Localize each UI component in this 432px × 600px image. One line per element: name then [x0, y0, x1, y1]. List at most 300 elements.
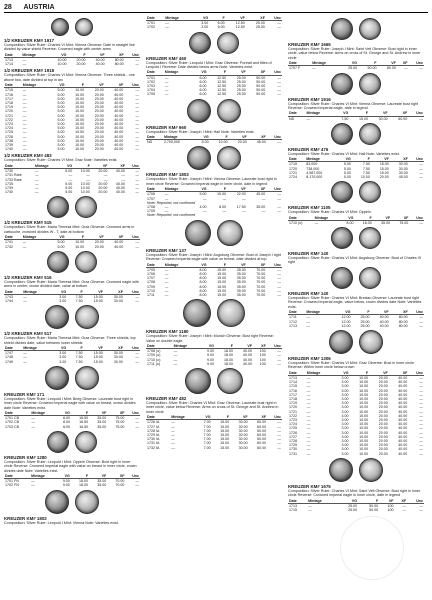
column-header: XF: [247, 187, 267, 192]
country-title: AUSTRIA: [23, 4, 55, 11]
table-cell: 3.00: [341, 380, 349, 385]
table-row: [146, 25, 282, 29]
table-cell: 3.00: [341, 447, 349, 452]
entry-title: 1/2 KREUZER KM# 1917: [4, 38, 55, 43]
column-header: VF: [369, 111, 389, 116]
table-cell: 18.00: [223, 357, 233, 362]
table-cell: —: [164, 205, 169, 210]
table-cell: 1723: [289, 417, 297, 422]
table-cell: —: [306, 451, 311, 456]
entry-title: KREUZER KM# 171: [4, 391, 45, 397]
entry-description: Composition: Silver Ruler: Maria Theresa Mint: Graz Obverse: Three shields, top shield divides date, value between lower shields: [4, 336, 136, 345]
table-cell: 35.00: [236, 284, 246, 289]
table-cell: —: [242, 209, 246, 214]
catalog-entry: [288, 97, 424, 121]
table-cell: 7.00: [203, 445, 211, 450]
table-cell: 1705: [147, 267, 155, 272]
table-cell: 10.00: [359, 438, 369, 443]
column-header: Unc: [408, 61, 424, 66]
table-cell: —: [135, 173, 139, 178]
table-cell: 40.00: [398, 422, 408, 427]
coin-reverse-image: [217, 32, 239, 54]
table-cell: 20.00: [378, 388, 388, 393]
coin-reverse-image: [359, 267, 381, 289]
table-cell: 20.00: [378, 417, 388, 422]
table-cell: 20.00: [94, 147, 104, 152]
column-header: VG: [193, 16, 209, 21]
table-cell: 50.00: [256, 84, 266, 89]
column-header: VF: [369, 371, 389, 376]
coin-photos: [4, 18, 140, 36]
price-table: [4, 411, 140, 429]
table-cell: 7.50: [75, 359, 83, 364]
table-cell: —: [164, 88, 169, 93]
table-cell: 12.50: [217, 88, 227, 93]
table-cell: 10.00: [359, 447, 369, 452]
price-table: [146, 415, 282, 450]
catalog-entry: [288, 147, 424, 179]
column-header: VG: [51, 346, 67, 351]
table-cell: —: [35, 185, 39, 190]
table-cell: —: [22, 244, 27, 249]
catalog-entry: [4, 331, 140, 364]
table-cell: 5.00: [57, 122, 65, 127]
table-cell: —: [135, 122, 139, 127]
table-cell: 1717: [289, 392, 297, 397]
column-header: VG: [56, 411, 71, 416]
coin-photos: [288, 227, 424, 249]
table-cell: —: [277, 140, 281, 145]
coin-reverse-image: [217, 220, 243, 246]
table-cell: —: [22, 240, 27, 245]
coin-photos: [288, 123, 424, 145]
table-cell: 10.00: [359, 417, 369, 422]
column-header: Mintage: [311, 61, 338, 66]
table-cell: 5.00: [343, 166, 351, 171]
catalog-entry: [146, 16, 282, 30]
table-cell: 20.00: [378, 443, 388, 448]
table-row: [146, 362, 282, 366]
table-cell: —: [277, 79, 281, 84]
table-cell: 30.00: [238, 424, 248, 429]
column-header: Date: [288, 216, 314, 221]
table-cell: 15.00: [220, 441, 230, 446]
table-cell: 20.00: [98, 169, 108, 174]
table-cell: 5.00: [57, 143, 65, 148]
entry-title: KREUZER KM# 140: [288, 251, 329, 257]
table-cell: 35.00: [97, 424, 107, 429]
table-cell: 20.00: [378, 426, 388, 431]
coin-obverse-image: [331, 267, 353, 289]
entry-description: Composition: Silver Ruler: Leopold I Mint: Oppeln Obverse: Bust right in inner circle Reverse: Crowned imperial eagle with value on breast in inner circle, crown divides date Note: Varieties exist.: [4, 459, 137, 473]
column-header: F: [212, 415, 231, 420]
column-header: Date: [4, 53, 21, 58]
table-cell: —: [164, 75, 169, 80]
table-cell: 40.00: [398, 396, 408, 401]
table-cell: 20.00: [378, 401, 388, 406]
table-cell: 1702 CB: [5, 420, 19, 425]
table-cell: 18.00: [223, 349, 233, 354]
table-cell: 1740: [5, 147, 13, 152]
table-cell: 20.00: [94, 244, 104, 249]
column-header: VF: [229, 135, 248, 140]
table-cell: 1711 (o): [147, 361, 161, 366]
table-cell: 35.00: [381, 220, 391, 225]
column-header: Unc: [409, 216, 424, 221]
table-cell: 20.00: [94, 134, 104, 139]
table-cell: 1726 IA: [147, 420, 160, 425]
table-cell: 25.00: [348, 508, 358, 513]
table-cell: 40.00: [398, 413, 408, 418]
table-cell: 40.00: [242, 357, 252, 362]
table-cell: ND: [289, 116, 295, 121]
table-cell: 3.00: [59, 355, 67, 360]
price-table: [4, 164, 140, 194]
table-cell: —: [135, 130, 139, 135]
table-cell: —: [242, 196, 246, 201]
coin-reverse-image: [217, 99, 241, 123]
table-cell: —: [135, 244, 139, 249]
coin-photos: [146, 220, 282, 246]
table-cell: —: [277, 209, 281, 214]
column-header: Date: [288, 371, 306, 376]
column-header: VF: [84, 290, 104, 295]
column-header: VF: [371, 157, 390, 162]
table-cell: —: [135, 351, 139, 356]
table-cell: —: [306, 413, 311, 418]
column-header: VF: [89, 411, 107, 416]
table-cell: 5.00: [57, 96, 65, 101]
table-cell: —: [165, 21, 169, 26]
table-cell: 1707 F: [289, 66, 301, 71]
table-cell: 10.00: [359, 413, 369, 418]
table-cell: —: [22, 58, 26, 63]
column-header: XF: [108, 164, 126, 169]
table-cell: 16.50: [79, 416, 89, 421]
table-cell: 50.00: [256, 75, 266, 80]
entry-description: Composition: Silver Ruler: Charles VI Mint: Graz Note: Varieties exist.: [4, 158, 118, 163]
table-cell: —: [173, 361, 178, 366]
table-cell: 20.00: [94, 130, 104, 135]
table-cell: 45.00: [256, 140, 266, 145]
table-cell: 40.00: [95, 58, 105, 63]
table-cell: 20.00: [378, 430, 388, 435]
table-cell: 1701: [147, 75, 155, 80]
table-cell: —: [277, 75, 281, 80]
table-cell: —: [277, 84, 281, 89]
table-cell: 5.00: [57, 130, 65, 135]
entry-description: Composition: Silver Ruler: Maria Theresa Mint: Graz Obverse: Crowned eagle with arms in center, crown divided date, value at bottom: [4, 279, 139, 289]
table-cell: 40.00: [115, 185, 125, 190]
catalog-entry: [288, 291, 424, 328]
catalog-entry: [146, 248, 282, 297]
table-cell: 20.00: [237, 140, 247, 145]
table-cell: 1738: [5, 138, 13, 143]
table-cell: 35.00: [236, 280, 246, 285]
table-cell: 15.00: [220, 437, 230, 442]
coin-photos: [146, 368, 282, 394]
table-cell: 10.00: [360, 175, 370, 180]
table-cell: —: [306, 323, 310, 328]
column-header: Unc: [407, 499, 424, 504]
table-cell: —: [135, 181, 139, 186]
column-header: XF: [389, 371, 409, 376]
table-cell: —: [419, 375, 423, 380]
table-cell: 3.00: [59, 359, 67, 364]
table-cell: —: [135, 138, 139, 143]
column-header: Unc: [409, 157, 424, 162]
table-note: Note: Reported, not confirmed: [147, 200, 196, 205]
table-cell: 7.00: [203, 424, 211, 429]
table-cell: 20.00: [94, 240, 104, 245]
table-cell: 60.00: [398, 116, 408, 121]
table-cell: 1730: [289, 447, 297, 452]
table-cell: 45.00: [398, 175, 408, 180]
column-header: Unc: [408, 371, 424, 376]
table-cell: 50.00: [367, 66, 377, 71]
column-header: Date: [288, 61, 311, 66]
table-cell: 1720: [289, 166, 297, 171]
catalog-entry: [4, 38, 140, 66]
table-cell: 12.00: [341, 315, 351, 320]
table-cell: 3.00: [341, 430, 349, 435]
table-cell: 7.50: [341, 116, 349, 121]
table-cell: 80.00: [398, 323, 408, 328]
table-cell: 1733 Rare: [5, 177, 22, 182]
coin-obverse-image: [189, 32, 211, 54]
table-cell: 6.00: [199, 88, 207, 93]
table-cell: —: [306, 426, 311, 431]
coin-photos: [288, 73, 424, 95]
price-table: [4, 235, 140, 249]
column-header: Date: [146, 344, 173, 349]
table-cell: 30.00: [113, 294, 123, 299]
table-cell: —: [86, 177, 90, 182]
table-cell: 8.00: [62, 416, 70, 421]
table-cell: 10.00: [218, 140, 228, 145]
column-header: F: [215, 344, 234, 349]
table-cell: 1721: [289, 170, 297, 175]
table-cell: 1721: [5, 113, 13, 118]
table-cell: —: [277, 420, 281, 425]
table-cell: 1715: [5, 88, 13, 93]
column-header: Mintage: [305, 111, 333, 116]
table-cell: 60.00: [257, 420, 267, 425]
table-cell: —: [402, 508, 407, 513]
table-cell: 4,987,000: [306, 170, 323, 175]
table-cell: —: [22, 101, 27, 106]
table-cell: 1707: [147, 276, 155, 281]
table-cell: —: [23, 351, 27, 356]
table-cell: 10.00: [75, 143, 85, 148]
table-cell: —: [135, 416, 139, 421]
column-header: VG: [196, 415, 211, 420]
table-cell: —: [135, 185, 139, 190]
table-cell: —: [277, 361, 281, 366]
table-cell: —: [419, 323, 423, 328]
table-cell: 8.00: [199, 271, 207, 276]
table-cell: 1728 IA: [147, 428, 160, 433]
price-table: [288, 310, 424, 328]
column-header: Unc: [266, 187, 282, 192]
column-header: Date: [4, 346, 22, 351]
catalog-entry: [288, 42, 424, 71]
table-cell: —: [277, 445, 281, 450]
table-cell: 20.00: [76, 62, 86, 67]
table-cell: 3.00: [341, 375, 349, 380]
table-cell: 35.00: [236, 288, 246, 293]
entry-description: Composition: Silver Ruler: Joseph I Mint: Hall Note: Varieties exist.: [146, 129, 255, 134]
table-cell: 1720: [5, 109, 13, 114]
table-cell: 20.00: [98, 190, 108, 195]
table-cell: 1724: [289, 175, 297, 180]
table-cell: —: [402, 503, 407, 508]
table-cell: —: [22, 138, 27, 143]
coin-obverse-image: [51, 18, 69, 36]
table-cell: 5.00: [57, 126, 65, 131]
column-header: VG: [56, 474, 71, 479]
table-cell: 20.00: [378, 451, 388, 456]
entry-description: Composition: Silver Ruler: Charles VI Mint: Saint Veit Obverse: Bust right in inner circle Reverse: Crowned imperial eagle in inner circle, date in legend: [288, 488, 421, 498]
table-cell: 3.00: [341, 417, 349, 422]
table-cell: 1708: [147, 280, 155, 285]
table-cell: —: [306, 434, 311, 439]
table-cell: 1713: [289, 375, 297, 380]
table-cell: —: [306, 319, 310, 324]
table-cell: —: [171, 432, 175, 437]
table-cell: 738,000: [306, 166, 320, 171]
table-note: Note: Reported, not confirmed: [147, 213, 196, 218]
table-cell: —: [135, 240, 139, 245]
table-cell: 3.00: [59, 298, 67, 303]
catalog-entry: [288, 484, 424, 512]
table-cell: 17.50: [236, 205, 246, 210]
table-cell: —: [419, 426, 423, 431]
entry-description: Composition: Silver Ruler: Charles VI Mint: Breslau Obverse: Laureate bust right Reverse: Crowned imperial eagle, value below, crown divides date Note: Varieties exist.: [288, 295, 422, 309]
table-cell: 1703 CB: [5, 424, 19, 429]
table-cell: 6.00: [199, 92, 207, 97]
table-cell: 1705: [147, 92, 155, 97]
table-cell: 1726: [289, 430, 297, 435]
column-header: Mintage: [30, 411, 56, 416]
entry-description: Composition: Silver Ruler: Joseph I Mint: Saint Veit Obverse: Bust right in inner circle, value below Reverse: Arms on cross of St. George and St. Andrew in inner circle: [288, 47, 421, 60]
table-cell: 1706: [147, 271, 155, 276]
table-cell: 10.00: [359, 384, 369, 389]
column-header: VG: [50, 83, 66, 88]
table-cell: —: [135, 62, 139, 67]
column-header: Mintage: [22, 290, 50, 295]
table-cell: —: [277, 349, 281, 354]
table-cell: —: [261, 196, 266, 201]
table-cell: —: [171, 428, 175, 433]
table-cell: 3.00: [341, 396, 349, 401]
table-cell: 40.00: [115, 169, 125, 174]
catalog-entry: [288, 251, 424, 265]
table-cell: —: [103, 173, 108, 178]
table-cell: —: [35, 173, 39, 178]
table-cell: —: [306, 422, 311, 427]
table-cell: 9.00: [206, 353, 214, 358]
table-cell: 40.00: [398, 405, 408, 410]
table-cell: 12.50: [217, 92, 227, 97]
table-cell: 40.00: [379, 323, 389, 328]
table-cell: 40.00: [114, 130, 124, 135]
table-cell: —: [173, 353, 178, 358]
table-cell: 15.00: [379, 166, 389, 171]
table-cell: 1719: [289, 162, 297, 167]
table-cell: 1712: [289, 319, 297, 324]
table-cell: 6.00: [199, 79, 207, 84]
table-cell: 1729 IA: [147, 432, 160, 437]
table-cell: 40.00: [398, 443, 408, 448]
column-header: VF: [89, 474, 107, 479]
table-cell: 16.50: [79, 424, 89, 429]
column-header: XF: [390, 310, 409, 315]
column-header: Mintage: [170, 415, 196, 420]
table-cell: —: [277, 196, 281, 201]
table-cell: 40.00: [398, 380, 408, 385]
table-cell: 8.00: [199, 276, 207, 281]
table-cell: 8.00: [346, 220, 354, 225]
table-cell: 3.00: [341, 409, 349, 414]
table-cell: 8.00: [62, 420, 70, 425]
table-cell: 10.00: [80, 190, 90, 195]
table-cell: 20.00: [378, 409, 388, 414]
table-cell: —: [419, 319, 423, 324]
column-header: XF: [248, 135, 267, 140]
table-cell: 30.00: [398, 170, 408, 175]
entry-description: Composition: Silver Ruler: Charles VI Mint: Hall Note: Varieties exist.: [288, 151, 400, 156]
table-cell: —: [419, 451, 423, 456]
column-header: Date: [4, 164, 34, 169]
table-cell: —: [403, 66, 408, 71]
coin-photos: [4, 251, 140, 273]
table-cell: —: [419, 388, 423, 393]
table-cell: 40.00: [114, 138, 124, 143]
table-cell: 1739: [5, 143, 13, 148]
column-header: Date: [288, 111, 305, 116]
table-cell: 10.00: [75, 92, 85, 97]
table-cell: 1713: [289, 323, 297, 328]
column-header: Mintage: [305, 157, 336, 162]
column-header: Unc: [408, 111, 424, 116]
table-cell: 40.00: [398, 388, 408, 393]
table-cell: —: [419, 443, 423, 448]
table-cell: 9.00: [62, 483, 70, 488]
table-cell: 3.00: [341, 384, 349, 389]
column-header: Unc: [266, 70, 282, 75]
coin-obverse-image: [331, 18, 353, 40]
table-cell: 1709: [147, 209, 155, 214]
table-cell: 70.00: [256, 271, 266, 276]
column-header: F: [67, 346, 83, 351]
coin-reverse-image: [359, 227, 381, 249]
entry-title: 1/2 KREUZER KM# 483: [4, 153, 52, 159]
table-cell: 70.00: [256, 288, 266, 293]
entry-title: KREUZER KM# 1675: [288, 483, 331, 489]
table-cell: —: [22, 92, 27, 97]
column-header: Date: [288, 310, 305, 315]
table-cell: 1724: [5, 126, 13, 131]
table-cell: 1741: [5, 240, 13, 245]
table-cell: —: [135, 298, 139, 303]
table-cell: 100: [387, 503, 394, 508]
column-header: Date: [4, 83, 22, 88]
table-cell: 9.00: [206, 357, 214, 362]
table-cell: —: [135, 88, 139, 93]
entry-description: Composition: Silver Ruler: Charles VI Mint: Oppeln: [288, 210, 371, 215]
coin-obverse-image: [47, 251, 69, 273]
